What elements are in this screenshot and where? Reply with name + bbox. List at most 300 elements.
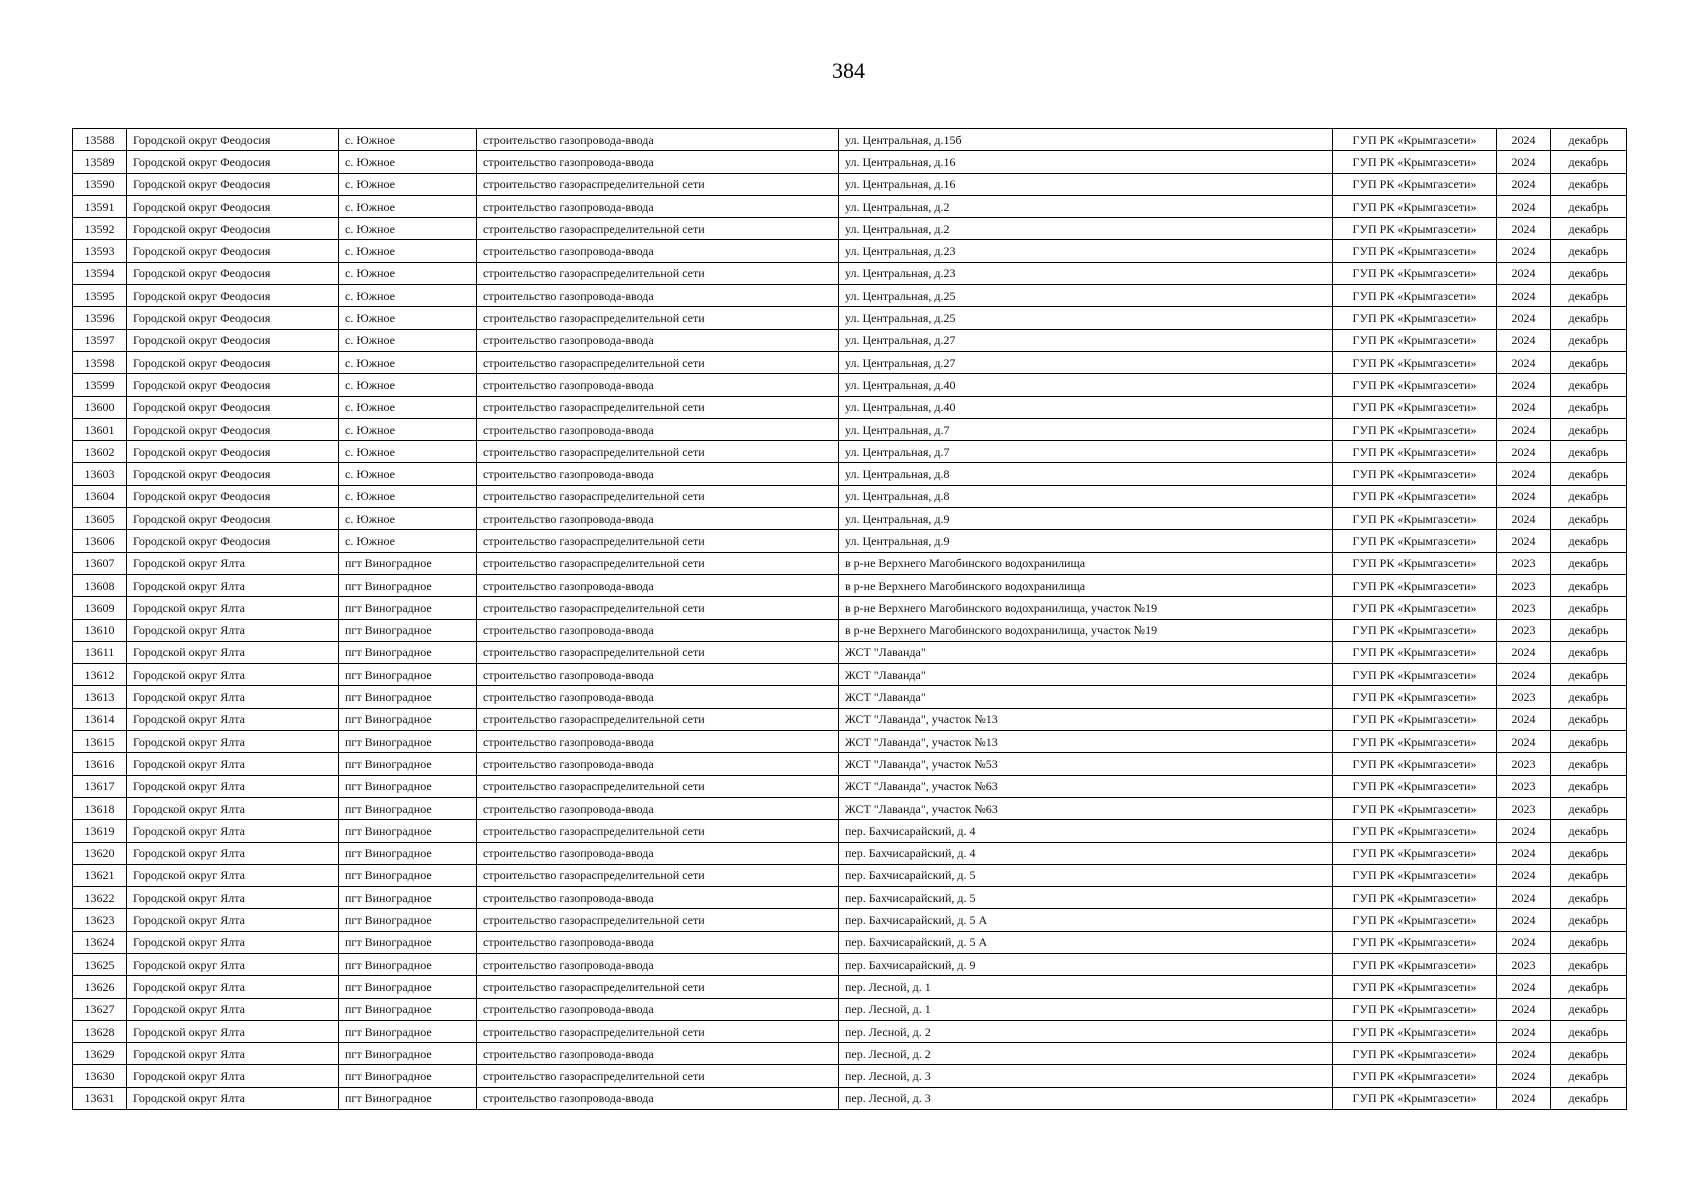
cell-year: 2023 <box>1497 753 1551 775</box>
cell-settlement: с. Южное <box>339 441 477 463</box>
cell-year: 2024 <box>1497 441 1551 463</box>
table-row <box>73 619 1627 641</box>
cell-organization: ГУП РК «Крымгазсети» <box>1333 1087 1497 1109</box>
cell-month: декабрь <box>1551 151 1627 173</box>
cell-row-number: 13600 <box>73 396 127 418</box>
page-number: 384 <box>832 58 865 83</box>
cell-year: 2024 <box>1497 485 1551 507</box>
cell-municipality: Городской округ Ялта <box>127 820 339 842</box>
cell-address: ул. Центральная, д.2 <box>839 195 1333 217</box>
cell-settlement: с. Южное <box>339 218 477 240</box>
cell-month: декабрь <box>1551 463 1627 485</box>
cell-year: 2024 <box>1497 173 1551 195</box>
cell-work-type: строительство газораспределительной сети <box>477 775 839 797</box>
cell-organization: ГУП РК «Крымгазсети» <box>1333 842 1497 864</box>
cell-address: пер. Бахчисарайский, д. 5 А <box>839 909 1333 931</box>
cell-municipality: Городской округ Феодосия <box>127 329 339 351</box>
cell-organization: ГУП РК «Крымгазсети» <box>1333 418 1497 440</box>
cell-settlement: пгт Виноградное <box>339 619 477 641</box>
table-row <box>73 842 1627 864</box>
cell-organization: ГУП РК «Крымгазсети» <box>1333 820 1497 842</box>
cell-work-type: строительство газопровода-ввода <box>477 508 839 530</box>
table-row <box>73 396 1627 418</box>
table-row <box>73 909 1627 931</box>
cell-month: декабрь <box>1551 887 1627 909</box>
cell-row-number: 13591 <box>73 195 127 217</box>
cell-year: 2024 <box>1497 307 1551 329</box>
table-row <box>73 307 1627 329</box>
cell-row-number: 13625 <box>73 953 127 975</box>
cell-work-type: строительство газопровода-ввода <box>477 195 839 217</box>
cell-year: 2024 <box>1497 842 1551 864</box>
cell-organization: ГУП РК «Крымгазсети» <box>1333 976 1497 998</box>
table-row <box>73 508 1627 530</box>
cell-month: декабрь <box>1551 641 1627 663</box>
cell-month: декабрь <box>1551 218 1627 240</box>
cell-address: ЖСТ "Лаванда" <box>839 686 1333 708</box>
table-row <box>73 953 1627 975</box>
cell-year: 2024 <box>1497 240 1551 262</box>
cell-month: декабрь <box>1551 664 1627 686</box>
cell-work-type: строительство газораспределительной сети <box>477 552 839 574</box>
cell-settlement: пгт Виноградное <box>339 842 477 864</box>
cell-work-type: строительство газораспределительной сети <box>477 262 839 284</box>
cell-settlement: с. Южное <box>339 262 477 284</box>
cell-settlement: с. Южное <box>339 463 477 485</box>
cell-work-type: строительство газораспределительной сети <box>477 976 839 998</box>
cell-address: в р-не Верхнего Магобинского водохранилища, участок №19 <box>839 597 1333 619</box>
table-row <box>73 820 1627 842</box>
cell-municipality: Городской округ Ялта <box>127 909 339 931</box>
table-row <box>73 1065 1627 1087</box>
cell-row-number: 13601 <box>73 418 127 440</box>
cell-year: 2023 <box>1497 552 1551 574</box>
cell-settlement: с. Южное <box>339 307 477 329</box>
cell-month: декабрь <box>1551 708 1627 730</box>
cell-municipality: Городской округ Феодосия <box>127 485 339 507</box>
cell-organization: ГУП РК «Крымгазсети» <box>1333 195 1497 217</box>
cell-month: декабрь <box>1551 173 1627 195</box>
table-row <box>73 129 1627 151</box>
cell-row-number: 13593 <box>73 240 127 262</box>
cell-municipality: Городской округ Феодосия <box>127 374 339 396</box>
cell-row-number: 13599 <box>73 374 127 396</box>
cell-row-number: 13605 <box>73 508 127 530</box>
table-row <box>73 418 1627 440</box>
table-row <box>73 485 1627 507</box>
cell-address: ЖСТ "Лаванда", участок №13 <box>839 731 1333 753</box>
cell-address: в р-не Верхнего Магобинского водохранилища, участок №19 <box>839 619 1333 641</box>
cell-month: декабрь <box>1551 1043 1627 1065</box>
cell-month: декабрь <box>1551 441 1627 463</box>
cell-organization: ГУП РК «Крымгазсети» <box>1333 396 1497 418</box>
cell-address: ул. Центральная, д.15б <box>839 129 1333 151</box>
cell-year: 2024 <box>1497 1065 1551 1087</box>
cell-settlement: пгт Виноградное <box>339 708 477 730</box>
cell-work-type: строительство газопровода-ввода <box>477 753 839 775</box>
cell-municipality: Городской округ Ялта <box>127 953 339 975</box>
cell-work-type: строительство газопровода-ввода <box>477 686 839 708</box>
cell-settlement: с. Южное <box>339 396 477 418</box>
cell-work-type: строительство газопровода-ввода <box>477 931 839 953</box>
table-row <box>73 240 1627 262</box>
table-row <box>73 775 1627 797</box>
cell-work-type: строительство газораспределительной сети <box>477 307 839 329</box>
table-row <box>73 195 1627 217</box>
cell-settlement: пгт Виноградное <box>339 1065 477 1087</box>
cell-year: 2024 <box>1497 864 1551 886</box>
cell-municipality: Городской округ Ялта <box>127 887 339 909</box>
cell-settlement: с. Южное <box>339 129 477 151</box>
cell-municipality: Городской округ Ялта <box>127 1087 339 1109</box>
cell-month: декабрь <box>1551 842 1627 864</box>
cell-settlement: с. Южное <box>339 151 477 173</box>
table-row <box>73 552 1627 574</box>
cell-year: 2024 <box>1497 129 1551 151</box>
cell-settlement: с. Южное <box>339 285 477 307</box>
cell-organization: ГУП РК «Крымгазсети» <box>1333 508 1497 530</box>
cell-work-type: строительство газораспределительной сети <box>477 441 839 463</box>
cell-municipality: Городской округ Ялта <box>127 753 339 775</box>
cell-year: 2023 <box>1497 797 1551 819</box>
table-row <box>73 285 1627 307</box>
table-row <box>73 574 1627 596</box>
cell-month: декабрь <box>1551 619 1627 641</box>
cell-month: декабрь <box>1551 240 1627 262</box>
cell-address: в р-не Верхнего Магобинского водохранилища <box>839 574 1333 596</box>
cell-settlement: пгт Виноградное <box>339 597 477 619</box>
cell-work-type: строительство газопровода-ввода <box>477 240 839 262</box>
cell-municipality: Городской округ Феодосия <box>127 262 339 284</box>
cell-address: ул. Центральная, д.27 <box>839 351 1333 373</box>
cell-month: декабрь <box>1551 953 1627 975</box>
cell-work-type: строительство газопровода-ввода <box>477 797 839 819</box>
cell-address: ул. Центральная, д.2 <box>839 218 1333 240</box>
cell-settlement: пгт Виноградное <box>339 1043 477 1065</box>
cell-organization: ГУП РК «Крымгазсети» <box>1333 552 1497 574</box>
cell-work-type: строительство газопровода-ввода <box>477 887 839 909</box>
cell-row-number: 13612 <box>73 664 127 686</box>
cell-row-number: 13613 <box>73 686 127 708</box>
cell-year: 2023 <box>1497 574 1551 596</box>
cell-row-number: 13617 <box>73 775 127 797</box>
cell-address: ул. Центральная, д.23 <box>839 262 1333 284</box>
cell-organization: ГУП РК «Крымгазсети» <box>1333 753 1497 775</box>
cell-municipality: Городской округ Феодосия <box>127 218 339 240</box>
table-row <box>73 441 1627 463</box>
cell-organization: ГУП РК «Крымгазсети» <box>1333 285 1497 307</box>
cell-address: пер. Лесной, д. 2 <box>839 1043 1333 1065</box>
table-row <box>73 218 1627 240</box>
cell-year: 2024 <box>1497 1087 1551 1109</box>
cell-row-number: 13604 <box>73 485 127 507</box>
cell-organization: ГУП РК «Крымгазсети» <box>1333 686 1497 708</box>
cell-municipality: Городской округ Ялта <box>127 597 339 619</box>
cell-year: 2023 <box>1497 597 1551 619</box>
cell-year: 2024 <box>1497 820 1551 842</box>
cell-year: 2024 <box>1497 664 1551 686</box>
cell-municipality: Городской округ Феодосия <box>127 240 339 262</box>
cell-address: ЖСТ "Лаванда", участок №63 <box>839 775 1333 797</box>
cell-organization: ГУП РК «Крымгазсети» <box>1333 441 1497 463</box>
table-row <box>73 463 1627 485</box>
table-row <box>73 686 1627 708</box>
cell-organization: ГУП РК «Крымгазсети» <box>1333 664 1497 686</box>
cell-municipality: Городской округ Ялта <box>127 864 339 886</box>
cell-year: 2024 <box>1497 351 1551 373</box>
cell-address: пер. Бахчисарайский, д. 9 <box>839 953 1333 975</box>
cell-year: 2024 <box>1497 1020 1551 1042</box>
cell-municipality: Городской округ Феодосия <box>127 441 339 463</box>
cell-row-number: 13609 <box>73 597 127 619</box>
cell-year: 2024 <box>1497 285 1551 307</box>
cell-address: пер. Бахчисарайский, д. 5 А <box>839 931 1333 953</box>
cell-work-type: строительство газораспределительной сети <box>477 396 839 418</box>
cell-work-type: строительство газопровода-ввода <box>477 574 839 596</box>
cell-month: декабрь <box>1551 329 1627 351</box>
cell-municipality: Городской округ Ялта <box>127 574 339 596</box>
cell-address: ул. Центральная, д.25 <box>839 307 1333 329</box>
cell-month: декабрь <box>1551 552 1627 574</box>
cell-year: 2024 <box>1497 931 1551 953</box>
cell-municipality: Городской округ Ялта <box>127 664 339 686</box>
table-row <box>73 173 1627 195</box>
cell-work-type: строительство газопровода-ввода <box>477 1043 839 1065</box>
cell-municipality: Городской округ Ялта <box>127 708 339 730</box>
cell-settlement: пгт Виноградное <box>339 797 477 819</box>
cell-settlement: пгт Виноградное <box>339 731 477 753</box>
cell-address: пер. Лесной, д. 3 <box>839 1087 1333 1109</box>
table-row <box>73 998 1627 1020</box>
cell-year: 2024 <box>1497 329 1551 351</box>
cell-settlement: пгт Виноградное <box>339 641 477 663</box>
cell-month: декабрь <box>1551 797 1627 819</box>
cell-municipality: Городской округ Ялта <box>127 775 339 797</box>
cell-month: декабрь <box>1551 374 1627 396</box>
cell-row-number: 13626 <box>73 976 127 998</box>
cell-row-number: 13597 <box>73 329 127 351</box>
cell-year: 2024 <box>1497 731 1551 753</box>
cell-address: ул. Центральная, д.9 <box>839 508 1333 530</box>
cell-work-type: строительство газопровода-ввода <box>477 129 839 151</box>
cell-municipality: Городской округ Ялта <box>127 797 339 819</box>
cell-municipality: Городской округ Феодосия <box>127 396 339 418</box>
cell-work-type: строительство газопровода-ввода <box>477 664 839 686</box>
cell-row-number: 13614 <box>73 708 127 730</box>
cell-organization: ГУП РК «Крымгазсети» <box>1333 173 1497 195</box>
cell-month: декабрь <box>1551 418 1627 440</box>
cell-settlement: пгт Виноградное <box>339 1020 477 1042</box>
cell-month: декабрь <box>1551 485 1627 507</box>
cell-organization: ГУП РК «Крымгазсети» <box>1333 351 1497 373</box>
table-row <box>73 887 1627 909</box>
cell-work-type: строительство газораспределительной сети <box>477 1020 839 1042</box>
cell-work-type: строительство газораспределительной сети <box>477 351 839 373</box>
cell-address: ул. Центральная, д.40 <box>839 396 1333 418</box>
cell-address: ул. Центральная, д.23 <box>839 240 1333 262</box>
cell-work-type: строительство газораспределительной сети <box>477 173 839 195</box>
cell-address: ул. Центральная, д.7 <box>839 418 1333 440</box>
table-row <box>73 597 1627 619</box>
cell-municipality: Городской округ Ялта <box>127 619 339 641</box>
cell-work-type: строительство газопровода-ввода <box>477 1087 839 1109</box>
cell-organization: ГУП РК «Крымгазсети» <box>1333 597 1497 619</box>
cell-municipality: Городской округ Феодосия <box>127 151 339 173</box>
cell-organization: ГУП РК «Крымгазсети» <box>1333 218 1497 240</box>
cell-year: 2024 <box>1497 998 1551 1020</box>
table-row <box>73 664 1627 686</box>
cell-month: декабрь <box>1551 351 1627 373</box>
cell-month: декабрь <box>1551 195 1627 217</box>
cell-month: декабрь <box>1551 262 1627 284</box>
cell-year: 2024 <box>1497 396 1551 418</box>
cell-row-number: 13628 <box>73 1020 127 1042</box>
cell-work-type: строительство газопровода-ввода <box>477 418 839 440</box>
cell-month: декабрь <box>1551 597 1627 619</box>
cell-municipality: Городской округ Ялта <box>127 552 339 574</box>
cell-work-type: строительство газораспределительной сети <box>477 530 839 552</box>
cell-year: 2023 <box>1497 619 1551 641</box>
cell-organization: ГУП РК «Крымгазсети» <box>1333 1065 1497 1087</box>
cell-organization: ГУП РК «Крымгазсети» <box>1333 485 1497 507</box>
cell-municipality: Городской округ Феодосия <box>127 195 339 217</box>
cell-municipality: Городской округ Феодосия <box>127 129 339 151</box>
cell-organization: ГУП РК «Крымгазсети» <box>1333 931 1497 953</box>
cell-work-type: строительство газораспределительной сети <box>477 597 839 619</box>
table-row <box>73 1087 1627 1109</box>
cell-municipality: Городской округ Феодосия <box>127 418 339 440</box>
cell-settlement: с. Южное <box>339 195 477 217</box>
cell-address: пер. Бахчисарайский, д. 5 <box>839 887 1333 909</box>
table-row <box>73 1043 1627 1065</box>
cell-work-type: строительство газораспределительной сети <box>477 218 839 240</box>
cell-month: декабрь <box>1551 508 1627 530</box>
cell-row-number: 13618 <box>73 797 127 819</box>
cell-address: ул. Центральная, д.25 <box>839 285 1333 307</box>
cell-work-type: строительство газораспределительной сети <box>477 820 839 842</box>
cell-organization: ГУП РК «Крымгазсети» <box>1333 1020 1497 1042</box>
cell-row-number: 13616 <box>73 753 127 775</box>
cell-municipality: Городской округ Феодосия <box>127 351 339 373</box>
cell-address: пер. Бахчисарайский, д. 4 <box>839 842 1333 864</box>
cell-organization: ГУП РК «Крымгазсети» <box>1333 797 1497 819</box>
cell-organization: ГУП РК «Крымгазсети» <box>1333 262 1497 284</box>
cell-year: 2024 <box>1497 151 1551 173</box>
cell-row-number: 13627 <box>73 998 127 1020</box>
cell-work-type: строительство газопровода-ввода <box>477 731 839 753</box>
cell-row-number: 13630 <box>73 1065 127 1087</box>
cell-year: 2024 <box>1497 530 1551 552</box>
cell-organization: ГУП РК «Крымгазсети» <box>1333 887 1497 909</box>
cell-month: декабрь <box>1551 285 1627 307</box>
cell-municipality: Городской округ Феодосия <box>127 463 339 485</box>
cell-row-number: 13620 <box>73 842 127 864</box>
cell-address: пер. Лесной, д. 1 <box>839 998 1333 1020</box>
cell-settlement: пгт Виноградное <box>339 953 477 975</box>
cell-month: декабрь <box>1551 864 1627 886</box>
cell-year: 2024 <box>1497 641 1551 663</box>
cell-municipality: Городской округ Ялта <box>127 998 339 1020</box>
table-row <box>73 530 1627 552</box>
cell-row-number: 13595 <box>73 285 127 307</box>
cell-row-number: 13610 <box>73 619 127 641</box>
cell-address: пер. Лесной, д. 2 <box>839 1020 1333 1042</box>
cell-address: ул. Центральная, д.16 <box>839 151 1333 173</box>
cell-row-number: 13588 <box>73 129 127 151</box>
cell-address: ЖСТ "Лаванда", участок №63 <box>839 797 1333 819</box>
cell-address: ул. Центральная, д.7 <box>839 441 1333 463</box>
cell-work-type: строительство газопровода-ввода <box>477 374 839 396</box>
cell-settlement: пгт Виноградное <box>339 686 477 708</box>
cell-work-type: строительство газопровода-ввода <box>477 953 839 975</box>
cell-organization: ГУП РК «Крымгазсети» <box>1333 864 1497 886</box>
cell-settlement: пгт Виноградное <box>339 864 477 886</box>
cell-municipality: Городской округ Ялта <box>127 686 339 708</box>
cell-row-number: 13631 <box>73 1087 127 1109</box>
cell-organization: ГУП РК «Крымгазсети» <box>1333 731 1497 753</box>
cell-row-number: 13608 <box>73 574 127 596</box>
cell-year: 2024 <box>1497 374 1551 396</box>
cell-row-number: 13589 <box>73 151 127 173</box>
cell-month: декабрь <box>1551 574 1627 596</box>
cell-address: ул. Центральная, д.16 <box>839 173 1333 195</box>
cell-organization: ГУП РК «Крымгазсети» <box>1333 329 1497 351</box>
cell-month: декабрь <box>1551 976 1627 998</box>
cell-settlement: пгт Виноградное <box>339 552 477 574</box>
cell-address: ЖСТ "Лаванда" <box>839 664 1333 686</box>
cell-settlement: пгт Виноградное <box>339 775 477 797</box>
cell-municipality: Городской округ Ялта <box>127 842 339 864</box>
cell-municipality: Городской округ Феодосия <box>127 508 339 530</box>
cell-settlement: пгт Виноградное <box>339 820 477 842</box>
cell-municipality: Городской округ Ялта <box>127 641 339 663</box>
cell-settlement: пгт Виноградное <box>339 664 477 686</box>
cell-row-number: 13621 <box>73 864 127 886</box>
cell-year: 2024 <box>1497 708 1551 730</box>
cell-organization: ГУП РК «Крымгазсети» <box>1333 129 1497 151</box>
cell-year: 2024 <box>1497 508 1551 530</box>
cell-organization: ГУП РК «Крымгазсети» <box>1333 953 1497 975</box>
cell-year: 2024 <box>1497 909 1551 931</box>
table-row <box>73 731 1627 753</box>
cell-address: ул. Центральная, д.27 <box>839 329 1333 351</box>
cell-settlement: с. Южное <box>339 240 477 262</box>
cell-settlement: с. Южное <box>339 374 477 396</box>
cell-month: декабрь <box>1551 686 1627 708</box>
cell-organization: ГУП РК «Крымгазсети» <box>1333 909 1497 931</box>
cell-settlement: пгт Виноградное <box>339 887 477 909</box>
cell-settlement: пгт Виноградное <box>339 931 477 953</box>
cell-year: 2024 <box>1497 463 1551 485</box>
table-row <box>73 797 1627 819</box>
cell-month: декабрь <box>1551 731 1627 753</box>
cell-work-type: строительство газораспределительной сети <box>477 485 839 507</box>
cell-work-type: строительство газопровода-ввода <box>477 463 839 485</box>
cell-municipality: Городской округ Ялта <box>127 1065 339 1087</box>
table-row <box>73 931 1627 953</box>
cell-organization: ГУП РК «Крымгазсети» <box>1333 1043 1497 1065</box>
cell-work-type: строительство газораспределительной сети <box>477 909 839 931</box>
cell-work-type: строительство газораспределительной сети <box>477 708 839 730</box>
cell-work-type: строительство газопровода-ввода <box>477 285 839 307</box>
cell-month: декабрь <box>1551 931 1627 953</box>
cell-year: 2024 <box>1497 887 1551 909</box>
cell-address: ЖСТ "Лаванда" <box>839 641 1333 663</box>
cell-year: 2024 <box>1497 218 1551 240</box>
cell-row-number: 13607 <box>73 552 127 574</box>
cell-settlement: пгт Виноградное <box>339 976 477 998</box>
cell-settlement: с. Южное <box>339 329 477 351</box>
